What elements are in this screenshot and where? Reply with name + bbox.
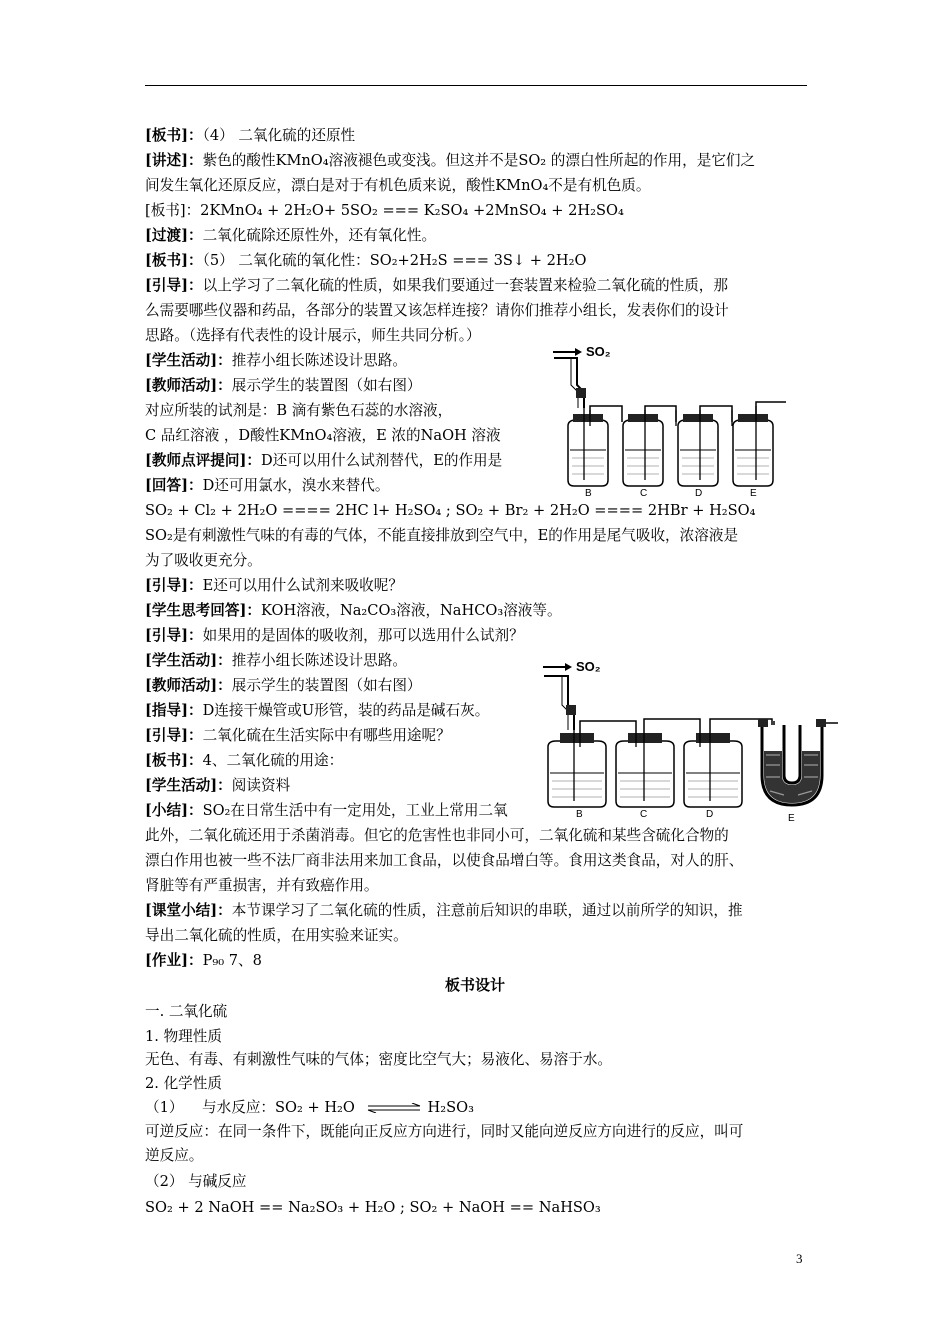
text-line	[145, 226, 436, 246]
gas-label: SO₂	[586, 344, 611, 359]
line-text: 么需要哪些仪器和药品，各部分的装置又该怎样连接？请你们推荐小组长，发表你们的设计	[145, 302, 729, 319]
section-label: [学生思考回答]：	[145, 602, 261, 619]
section-label: [教师活动]：	[145, 677, 232, 694]
section-label: [板书]：	[145, 252, 203, 269]
tube-label-e: E	[788, 813, 795, 821]
section-label: [作业]：	[145, 952, 203, 969]
design-line: 无色、有毒、有刺激性气味的气体；密度比空气大；易液化、易溶于水。	[145, 1051, 613, 1068]
design-line: （2） 与碱反应	[145, 1173, 247, 1190]
text-line	[145, 801, 508, 821]
apparatus-diagram-1	[550, 340, 800, 498]
line-text: （5） 二氧化硫的氧化性：SO₂+2H₂S === 3S↓ + 2H₂O	[202, 252, 587, 269]
line-text: 间发生氧化还原反应，漂白是对于有机色质来说，酸性KMnO₄不是有机色质。	[145, 177, 651, 194]
u-tube	[758, 719, 838, 805]
gas-label: SO₂	[576, 659, 601, 674]
design-line: 1. 物理性质	[145, 1028, 222, 1045]
text-line	[145, 951, 262, 971]
text-line	[145, 251, 586, 271]
text-line	[145, 476, 389, 496]
section-label: [板书]：	[145, 127, 203, 144]
reversible-arrow-icon	[366, 1103, 422, 1113]
text-line	[145, 576, 403, 596]
line-text: SO₂是有刺激性气味的有毒的气体，不能直接排放到空气中，E的作用是尾气吸收，浓溶液是	[145, 527, 739, 544]
section-label: [学生活动]：	[145, 652, 232, 669]
bottle-label-e: E	[750, 488, 757, 498]
section-label: [指导]：	[145, 702, 203, 719]
text-line	[145, 926, 408, 946]
design-line: 逆反应。	[145, 1147, 204, 1164]
line-text: E还可以用什么试剂来吸收呢？	[202, 577, 403, 594]
header-rule	[145, 85, 807, 86]
line-text: 展示学生的装置图（如右图）	[231, 677, 422, 694]
line-text: SO₂在日常生活中有一定用处，工业上常用二氧	[202, 802, 508, 819]
bottle-label-b: B	[585, 488, 592, 498]
bottle-label-c: C	[640, 809, 648, 820]
section-label: [引导]：	[145, 627, 203, 644]
line-text: 为了吸收更充分。	[145, 552, 262, 569]
line-text: 导出二氧化硫的性质，在用实验来证实。	[145, 927, 408, 944]
text-line	[145, 501, 755, 521]
design-line: 一. 二氧化硫	[145, 1003, 228, 1020]
line-text: D还可以用什么试剂替代，E的作用是	[260, 452, 503, 469]
text-line	[145, 451, 502, 471]
line-text: P₉₀ 7、8	[202, 952, 262, 969]
text-line	[145, 651, 407, 671]
text-line	[145, 276, 728, 296]
line-text: 漂白作用也被一些不法厂商非法用来加工食品，以使食品增白等。食用这类食品，对人的肝、	[145, 852, 744, 869]
text-line	[145, 701, 489, 721]
text-line	[145, 851, 743, 871]
design-line: 可逆反应：在同一条件下，既能向正反应方向进行，同时又能向逆反应方向进行的反应，叫可	[145, 1123, 744, 1140]
line-text: 推荐小组长陈述设计思路。	[231, 652, 407, 669]
text-line	[145, 376, 422, 396]
bottle-label-c: C	[640, 488, 648, 498]
line-text: KOH溶液，Na₂CO₃溶液，NaHCO₃溶液等。	[260, 602, 562, 619]
section-label: [小结]：	[145, 802, 203, 819]
text-line	[145, 426, 501, 446]
text-line	[145, 751, 343, 771]
section-label: [课堂小结]：	[145, 902, 232, 919]
section-label: [回答]：	[145, 477, 203, 494]
section-label: [教师点评提问]：	[145, 452, 261, 469]
line-text: 推荐小组长陈述设计思路。	[231, 352, 407, 369]
text-line	[145, 301, 729, 321]
apparatus-diagram-2	[540, 655, 840, 821]
line-text: （4） 二氧化硫的还原性	[202, 127, 356, 144]
line-text: 肾脏等有严重损害，并有致癌作用。	[145, 877, 379, 894]
section-label: [引导]：	[145, 727, 203, 744]
bottle-label-d: D	[706, 809, 714, 820]
line-text: 紫色的酸性KMnO₄溶液褪色或变浅。但这并不是SO₂ 的漂白性所起的作用，是它们之	[202, 152, 756, 169]
bottle-label-b: B	[576, 809, 583, 820]
line-text: 阅读资料	[231, 777, 291, 794]
text-line	[145, 151, 755, 171]
text-line	[145, 326, 481, 346]
text-line	[145, 401, 452, 421]
text-line	[145, 826, 729, 846]
text-line	[145, 126, 355, 146]
text-line	[145, 526, 738, 546]
line-text: 此外，二氧化硫还用于杀菌消毒。但它的危害性也非同小可，二氧化硫和某些含硫化合物的	[145, 827, 729, 844]
section-label: [引导]：	[145, 277, 203, 294]
text-line	[145, 776, 290, 796]
gas-inlet-arrow	[553, 348, 582, 356]
line-text: 二氧化硫在生活实际中有哪些用途呢？	[202, 727, 451, 744]
text-line	[145, 726, 451, 746]
section-label: [引导]：	[145, 577, 203, 594]
text-line	[145, 551, 262, 571]
line-text: [板书]：2KMnO₄ + 2H₂O+ 5SO₂ === K₂SO₄ +2MnSO₄ + 2H₂SO₄	[145, 202, 624, 219]
design-line: 2. 化学性质	[145, 1075, 222, 1092]
text-line	[145, 626, 524, 646]
line-text: 思路。（选择有代表性的设计展示，师生共同分析。）	[145, 327, 481, 344]
section-label: [板书]：	[145, 752, 203, 769]
section-label: [过渡]：	[145, 227, 203, 244]
line-text: 本节课学习了二氧化硫的性质，注意前后知识的串联，通过以前所学的知识，推	[231, 902, 743, 919]
line-text: 二氧化硫除还原性外，还有氧化性。	[202, 227, 437, 244]
text-line	[145, 901, 743, 921]
line-text: D还可用氯水，溴水来替代。	[202, 477, 390, 494]
line-text: SO₂ + Cl₂ + 2H₂O ==== 2HC l+ H₂SO₄ ; SO₂ + Br₂ + 2H₂O ==== 2HBr + H₂SO₄	[145, 502, 756, 519]
line-text: 4、二氧化硫的用途：	[202, 752, 344, 769]
bottle-label-d: D	[695, 488, 703, 498]
line-text: 如果用的是固体的吸收剂，那可以选用什么试剂？	[202, 627, 524, 644]
text-line	[145, 176, 650, 196]
text-line	[145, 351, 407, 371]
line-text: 对应所装的试剂是：B 滴有紫色石蕊的水溶液，	[145, 402, 453, 419]
line-text: D连接干燥管或U形管，装的药品是碱石灰。	[202, 702, 490, 719]
section-label: [讲述]：	[145, 152, 203, 169]
water-reaction-line: （1） 与水反应：SO₂ + H₂O H₂SO₃	[145, 1099, 474, 1116]
section-label: [教师活动]：	[145, 377, 232, 394]
line-text: 以上学习了二氧化硫的性质，如果我们要通过一套装置来检验二氧化硫的性质，那	[202, 277, 728, 294]
section-label: [学生活动]：	[145, 352, 232, 369]
text-line	[145, 601, 562, 621]
page-number: 3	[796, 1251, 803, 1266]
board-design-title: 板书设计	[444, 976, 505, 994]
gas-inlet-arrow	[543, 663, 572, 671]
text-line	[145, 676, 422, 696]
text-line	[145, 876, 379, 896]
line-text: C 品红溶液 ，D酸性KMnO₄溶液，E 浓的NaOH 溶液	[145, 427, 501, 444]
design-line: SO₂ + 2 NaOH == Na₂SO₃ + H₂O ; SO₂ + NaOH == NaHSO₃	[145, 1199, 601, 1216]
line-text: 展示学生的装置图（如右图）	[231, 377, 422, 394]
text-line	[145, 201, 624, 221]
section-label: [学生活动]：	[145, 777, 232, 794]
